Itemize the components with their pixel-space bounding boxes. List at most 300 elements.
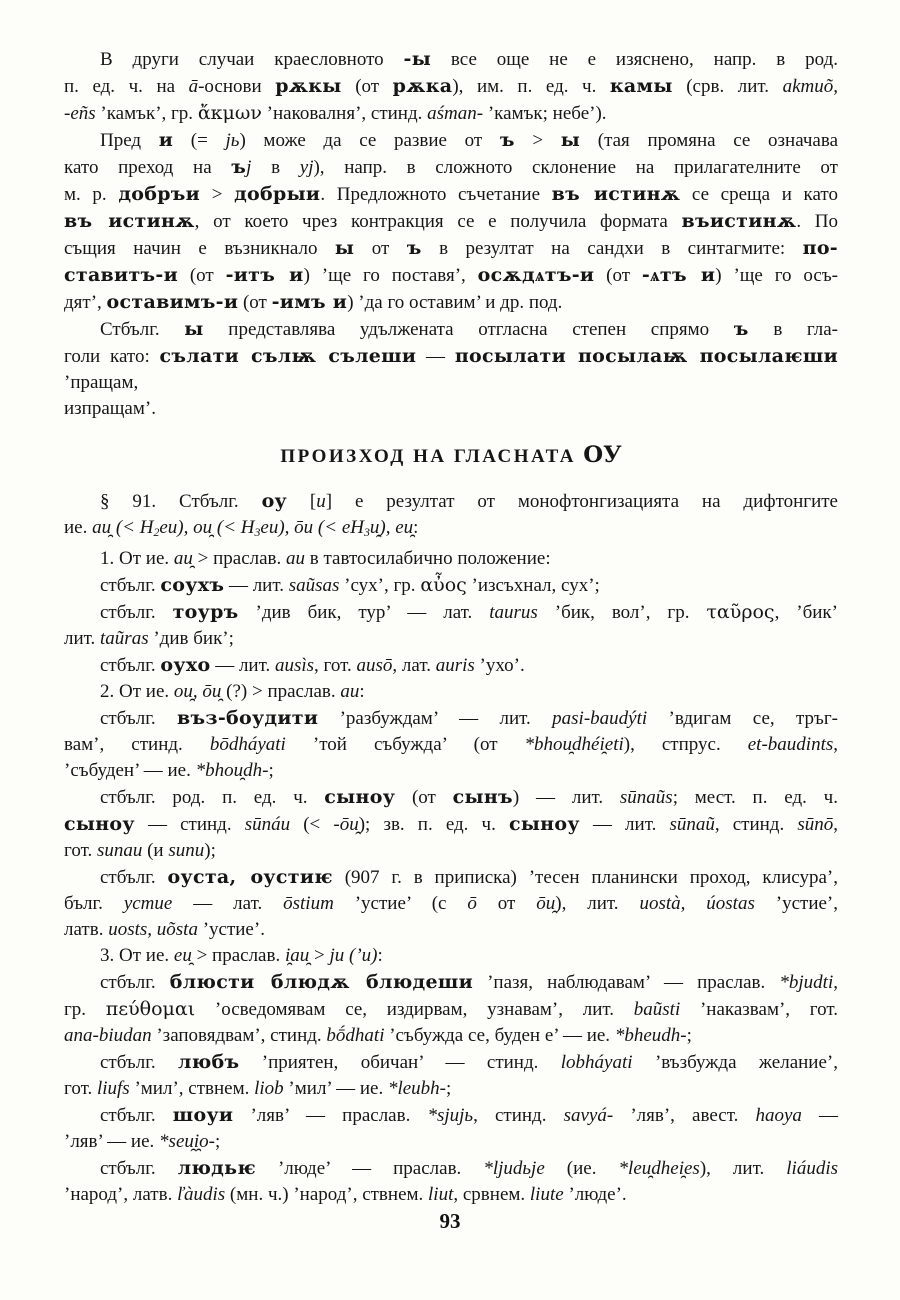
text-run: ’събужда се, буден е’ — ие. <box>384 1024 615 1046</box>
text-line <box>64 943 838 969</box>
text-run: бълг. <box>64 892 124 914</box>
text-run: sūnaũ <box>669 813 715 835</box>
paragraph <box>64 488 838 546</box>
text-run: > праслав. <box>191 944 285 966</box>
text-run: ) ’ще го поставя’, <box>303 265 478 286</box>
text-run: πεύθομαι <box>105 997 196 1020</box>
text-line <box>64 917 838 943</box>
text-line <box>64 181 838 208</box>
text-run: в <box>251 157 300 178</box>
text-run: любъ <box>178 1050 240 1073</box>
text-run: — <box>416 346 455 367</box>
text-run: ľàudis <box>177 1183 226 1205</box>
text-line <box>64 1182 838 1208</box>
text-run: ausìs <box>274 654 315 676</box>
text-line <box>64 784 838 811</box>
text-run: -ы <box>403 48 432 70</box>
text-run: ’мил’, ствнем. <box>129 1077 255 1099</box>
text-run: ), им. п. ед. ч. <box>452 76 610 97</box>
text-line <box>64 838 838 864</box>
text-run: все още не е изяснено, напр. в род. <box>431 49 838 70</box>
text-run: стбълг. <box>100 866 168 888</box>
text-run: ταῦρος <box>706 600 775 623</box>
text-line <box>64 996 838 1023</box>
text-run: сынъ <box>452 785 513 808</box>
text-run: шоуи <box>172 1103 234 1126</box>
text-run: ἄκμων <box>197 102 262 124</box>
paragraph <box>64 572 838 599</box>
text-run: ы <box>334 237 355 259</box>
text-run: , ’бик’ <box>774 601 838 623</box>
text-run: стбълг. род. п. ед. ч. <box>100 786 325 808</box>
text-run: в резултат на сандхи в синтагмите: <box>421 238 803 259</box>
text-line <box>64 599 838 626</box>
text-run: рѫка <box>392 75 453 97</box>
text-run: блюсти блюдѫ блюдеши <box>169 970 473 993</box>
text-run: людьѥ <box>177 1156 256 1179</box>
text-run: ; мест. п. ед. ч. <box>672 786 838 808</box>
paragraph <box>64 705 838 784</box>
text-line <box>64 396 838 422</box>
text-line <box>64 343 838 396</box>
text-run: сыноу <box>508 812 580 835</box>
text-run: *bjudti <box>779 971 834 993</box>
text-run: (мн. ч.) ’народ’, ствнем. <box>225 1183 429 1205</box>
text-run: ’народ’, латв. <box>64 1183 178 1205</box>
text-run: ā <box>188 76 199 97</box>
text-run: п. ед. ч. на <box>64 76 189 97</box>
text-run: осѫдѧтъ-и <box>477 264 595 286</box>
text-run: стбълг. <box>100 971 170 993</box>
text-run: — стинд. <box>134 813 245 835</box>
paragraph <box>64 864 838 943</box>
text-line <box>64 1076 838 1102</box>
text-run: , <box>833 733 838 755</box>
text-run: ju (’u) <box>329 944 378 966</box>
section-heading <box>64 442 838 470</box>
text-run: > <box>514 130 561 151</box>
text-run: м. р. <box>64 184 119 205</box>
text-run: > <box>200 184 235 205</box>
text-run: лит. <box>64 627 101 649</box>
text-run: ausō <box>356 654 393 676</box>
text-run: ’бик, вол’, гр. <box>537 601 707 623</box>
text-run: в тавтосилабично положение: <box>305 547 551 569</box>
text-run: liut <box>428 1183 454 1205</box>
text-run: taũras <box>100 627 149 649</box>
text-run: ), напр. в сложното склонение на прилагателните от <box>313 157 838 178</box>
text-run: savyá- <box>563 1104 614 1126</box>
text-run: ’наковалня’, стинд. <box>261 103 428 124</box>
text-run: от <box>476 892 537 914</box>
text-run: (от <box>341 76 393 97</box>
text-run: (907 г. в приписка) ’тесен планински проход, клисура’, <box>332 866 838 888</box>
text-run: (от <box>177 265 226 286</box>
text-run: . По <box>796 211 838 232</box>
text-run: оу <box>261 490 288 512</box>
text-run: *bhou̯dh- <box>195 759 269 781</box>
text-run: добрыи <box>234 183 321 205</box>
text-run: , от което чрез контракция се е получила формата <box>194 211 682 232</box>
text-line <box>64 1102 838 1129</box>
text-run: 2 <box>153 525 160 539</box>
text-run: ПРОИЗХОД НА ГЛАСНАТА <box>280 446 584 467</box>
text-run: оставимъ-и <box>106 291 239 313</box>
text-run: jь <box>225 130 240 151</box>
text-run: Стбълг. <box>100 319 185 340</box>
text-run: uosts, uõsta <box>108 918 198 940</box>
text-run: auris <box>435 654 475 676</box>
text-line <box>64 262 838 289</box>
text-line <box>64 891 838 917</box>
text-line <box>64 652 838 679</box>
text-run: akmuõ, <box>782 76 838 97</box>
text-run: ’наказвам’, гот. <box>680 998 838 1020</box>
paragraph <box>64 1049 838 1102</box>
paragraph <box>64 46 838 127</box>
text-run: стбълг. <box>100 654 161 676</box>
text-run: тоуръ <box>172 600 239 623</box>
text-run: -eñs <box>64 103 96 124</box>
text-run: ), стпрус. <box>623 733 748 755</box>
text-run: ’ухо’. <box>474 654 525 676</box>
text-run: гр. <box>64 998 106 1020</box>
text-run: αὖος <box>420 573 467 596</box>
text-run: i̯au̯ <box>284 944 310 966</box>
text-run: saũsas <box>288 574 340 596</box>
text-line <box>64 1049 838 1076</box>
text-run: стбълг. <box>100 574 161 596</box>
text-run: ’изсъхнал, сух’; <box>466 574 600 596</box>
text-run: bōdháyati <box>209 733 286 755</box>
text-run: ) може да се развие от <box>239 130 500 151</box>
text-run: камы <box>609 75 673 97</box>
text-run: ’пращам, <box>64 372 139 393</box>
text-run: ’устие’ (с <box>333 892 468 914</box>
text-run: ) ’да го оставим’ и др. под. <box>347 292 563 313</box>
text-run: ы <box>184 318 204 340</box>
text-run: ъ <box>499 129 515 151</box>
text-run: et-baudints <box>747 733 834 755</box>
text-run: изпращам’. <box>64 398 156 419</box>
text-run: sūnō <box>797 813 834 835</box>
text-run: ) — лит. <box>512 786 620 808</box>
text-run: u̯), eu̯ <box>369 517 414 538</box>
text-run: ’люде’ — праслав. <box>255 1157 484 1179</box>
text-run: оухо <box>160 653 211 676</box>
text-run: *leubh- <box>387 1077 446 1099</box>
text-column <box>64 46 838 1208</box>
text-run: liute <box>529 1183 564 1205</box>
paragraph <box>64 969 838 1049</box>
text-run: , лат. <box>392 654 436 676</box>
text-run: — лит. <box>579 813 670 835</box>
text-run: соухъ <box>160 573 225 596</box>
text-run: и <box>158 129 174 151</box>
paragraph <box>64 943 838 969</box>
text-run: ’вдигам се, тръг- <box>647 707 838 729</box>
text-run: добръи <box>118 183 201 205</box>
text-run: au̯ (< H <box>92 517 154 538</box>
text-run: au <box>340 680 360 702</box>
text-run: *bhou̯dhéi̯eti <box>524 733 624 755</box>
text-run: ’възбужда желание’, <box>632 1051 838 1073</box>
text-run: ] е резултат от монофтонгизацията на дифтонгите <box>325 491 838 512</box>
paragraph <box>64 784 838 864</box>
text-run: ’камък; небе’). <box>483 103 607 124</box>
text-run: (< <box>290 813 334 835</box>
text-run: по- <box>802 237 838 259</box>
text-run: стбълг. <box>100 1157 178 1179</box>
text-run: 3 <box>363 525 370 539</box>
text-run: (ие. <box>544 1157 619 1179</box>
text-run: , стинд. <box>714 813 798 835</box>
text-run: ’разбуждам’ — лит. <box>318 707 553 729</box>
text-run: ); зв. п. ед. ч. <box>358 813 509 835</box>
text-run: стбълг. <box>100 1051 179 1073</box>
text-run: 2. От ие. <box>100 680 174 702</box>
text-run: . Предложното съчетание <box>320 184 552 205</box>
text-run: lobháyati <box>560 1051 633 1073</box>
text-run: ōu̯ <box>536 892 556 914</box>
text-run: ); <box>204 839 216 861</box>
text-run: -основи <box>198 76 276 97</box>
text-run: — <box>801 1104 839 1126</box>
text-line <box>64 679 838 705</box>
text-run: aśman- <box>427 103 484 124</box>
text-line <box>64 969 838 996</box>
text-run: ы <box>560 129 581 151</box>
text-run: j <box>246 157 252 178</box>
text-run: > <box>309 944 330 966</box>
text-run: ), лит. <box>699 1157 787 1179</box>
text-run: ; <box>214 1130 221 1152</box>
text-line <box>64 811 838 838</box>
text-run: baũsti <box>633 998 681 1020</box>
text-run: ставитъ-и <box>64 264 178 286</box>
text-run: sunau <box>96 839 143 861</box>
text-run: ’приятен, обичан’ — стинд. <box>239 1051 561 1073</box>
text-run: ōstium <box>283 892 334 914</box>
text-run: се среща и като <box>680 184 838 205</box>
text-line <box>64 1155 838 1182</box>
text-run: ) ’ще го осъ- <box>715 265 838 286</box>
text-run: *leu̯dhei̯es <box>618 1157 700 1179</box>
text-line <box>64 73 838 100</box>
text-run: 3 <box>254 525 261 539</box>
text-line <box>64 100 838 127</box>
text-run: ’събуден’ — ие. <box>64 759 196 781</box>
text-run: като преход на <box>64 157 232 178</box>
text-run: -итъ и <box>225 264 304 286</box>
text-run: -ōu̯ <box>333 813 359 835</box>
text-run: ОУ <box>583 442 622 468</box>
text-run: , <box>833 813 838 835</box>
text-run: ’див бик’; <box>148 627 234 649</box>
text-run: *ljudьje <box>483 1157 545 1179</box>
text-run: (от <box>238 292 272 313</box>
text-run: sūnaũs <box>619 786 673 808</box>
text-run: представлява удължената отгласна степен спрямо <box>203 319 734 340</box>
page-number: 93 <box>439 1209 461 1233</box>
text-run: ’заповядвам’, стинд. <box>151 1024 327 1046</box>
text-line <box>64 235 838 262</box>
text-run: дят’, <box>64 292 107 313</box>
text-line <box>64 46 838 73</box>
text-run: — лит. <box>224 574 289 596</box>
text-run: сыноу <box>324 785 396 808</box>
text-line <box>64 732 838 758</box>
text-run: от <box>354 238 407 259</box>
text-run: taurus <box>489 601 538 623</box>
paragraph <box>64 679 838 705</box>
text-run: , гот. <box>314 654 357 676</box>
text-run: ’люде’. <box>563 1183 627 1205</box>
text-run: : <box>377 944 383 966</box>
text-run: liob <box>254 1077 284 1099</box>
paragraph <box>64 316 838 422</box>
text-run: ’ляв’ — ие. <box>64 1130 160 1152</box>
text-run: *sjujь <box>427 1104 474 1126</box>
text-run: — лит. <box>210 654 275 676</box>
text-run: (= <box>173 130 226 151</box>
text-run: eu), ou̯ (< H <box>159 517 255 538</box>
text-run: ou̯, ōu̯ <box>173 680 222 702</box>
text-run: *seu̯i̯o- <box>159 1130 215 1152</box>
text-run: ие. <box>64 517 93 538</box>
paragraph <box>64 652 838 679</box>
text-run: ; <box>446 1077 452 1099</box>
text-run: sūnáu <box>244 813 291 835</box>
text-line <box>64 758 838 784</box>
text-line <box>64 546 838 572</box>
text-run: В други случаи краесловното <box>100 49 404 70</box>
text-run: pasi-baudýti <box>552 707 648 729</box>
text-line <box>64 208 838 235</box>
text-run: ana-biudan <box>64 1024 152 1046</box>
text-run: *bheudh- <box>614 1024 687 1046</box>
text-run: устие <box>123 892 173 914</box>
text-line <box>64 572 838 599</box>
text-run: ’устие’. <box>197 918 265 940</box>
text-run: (и <box>142 839 169 861</box>
text-run: : <box>359 680 365 702</box>
text-run: -ѧтъ и <box>641 264 716 286</box>
text-run: ъ <box>406 237 422 259</box>
text-run: сыноу <box>64 812 135 835</box>
text-run: ’устие’, <box>754 892 838 914</box>
text-run: , срвнем. <box>453 1183 530 1205</box>
text-run: (от <box>594 265 642 286</box>
text-run: въ истинѫ <box>64 210 195 232</box>
text-line <box>64 289 838 316</box>
text-run: в гла- <box>748 319 838 340</box>
text-line <box>64 626 838 652</box>
text-run: въистинѫ <box>681 210 797 232</box>
text-run: ’мил’ — ие. <box>283 1077 388 1099</box>
text-run: liufs <box>96 1077 130 1099</box>
text-run: ; <box>268 759 274 781</box>
paragraph <box>64 599 838 652</box>
text-run: , стинд. <box>473 1104 564 1126</box>
text-run: ’ляв’ — праслав. <box>233 1104 428 1126</box>
text-run: au <box>286 547 306 569</box>
text-run: (?) > праслав. <box>221 680 341 702</box>
text-run: ō <box>467 892 477 914</box>
text-run: ’сух’, гр. <box>339 574 421 596</box>
text-run: uostà, úostas <box>639 892 755 914</box>
paragraph <box>64 127 838 316</box>
text-run: ’осведомявам се, издирвам, узнавам’, лит. <box>195 998 634 1020</box>
text-run: стбълг. <box>100 707 178 729</box>
text-run: стбълг. <box>100 601 173 623</box>
text-run: въ истинѫ <box>551 183 681 205</box>
paragraph <box>64 1155 838 1208</box>
text-run: bṓdhati <box>326 1024 385 1046</box>
text-run: , <box>833 971 838 993</box>
text-run: ъ <box>733 318 749 340</box>
text-run: : <box>413 517 419 538</box>
text-line <box>64 1023 838 1049</box>
text-run: -имъ и <box>271 291 348 313</box>
text-run: eu), ōu (< eH <box>260 517 364 538</box>
text-run: ’камък’, гр. <box>95 103 198 124</box>
text-run: ’ляв’, авест. <box>613 1104 756 1126</box>
text-line <box>64 1129 838 1155</box>
text-run: (тая промяна се означава <box>580 130 839 151</box>
text-run: liáudis <box>786 1157 838 1179</box>
text-run: голи като: <box>64 346 160 367</box>
text-line <box>64 864 838 891</box>
text-line <box>64 488 838 515</box>
text-line <box>64 705 838 732</box>
text-run: същия начин е възникнало <box>64 238 335 259</box>
text-run: оуста, оустиѥ <box>167 865 333 888</box>
text-run: eu̯ <box>173 944 192 966</box>
text-run: u <box>316 491 326 512</box>
text-run: латв. <box>64 918 109 940</box>
text-run: au̯ <box>173 547 193 569</box>
text-run: гот. <box>64 839 97 861</box>
text-run: 1. От ие. <box>100 547 174 569</box>
text-run: ), лит. <box>555 892 640 914</box>
text-run: § 91. Стбълг. <box>100 491 262 512</box>
text-run: вам’, стинд. <box>64 733 210 755</box>
text-run: 3. От ие. <box>100 944 174 966</box>
text-run: yj <box>299 157 314 178</box>
text-run: sunu <box>168 839 205 861</box>
text-run: ’пазя, наблюдавам’ — праслав. <box>472 971 780 993</box>
text-line <box>64 316 838 343</box>
text-run: Пред <box>100 130 159 151</box>
text-run: въз-боудити <box>177 706 319 729</box>
text-run: стбълг. <box>100 1104 173 1126</box>
text-run: [ <box>287 491 317 512</box>
text-run: посылати посылаѭ посылаѥши <box>454 345 838 367</box>
text-line <box>64 515 838 546</box>
text-run: гот. <box>64 1077 97 1099</box>
paragraph <box>64 546 838 572</box>
text-run: ъ <box>231 156 247 178</box>
text-run: ; <box>686 1024 692 1046</box>
text-run: > праслав. <box>192 547 287 569</box>
text-line <box>64 127 838 154</box>
text-run: (от <box>395 786 453 808</box>
text-run: рѫкы <box>275 75 342 97</box>
paragraph <box>64 1102 838 1155</box>
text-line <box>64 154 838 181</box>
text-run: haoya <box>755 1104 802 1126</box>
